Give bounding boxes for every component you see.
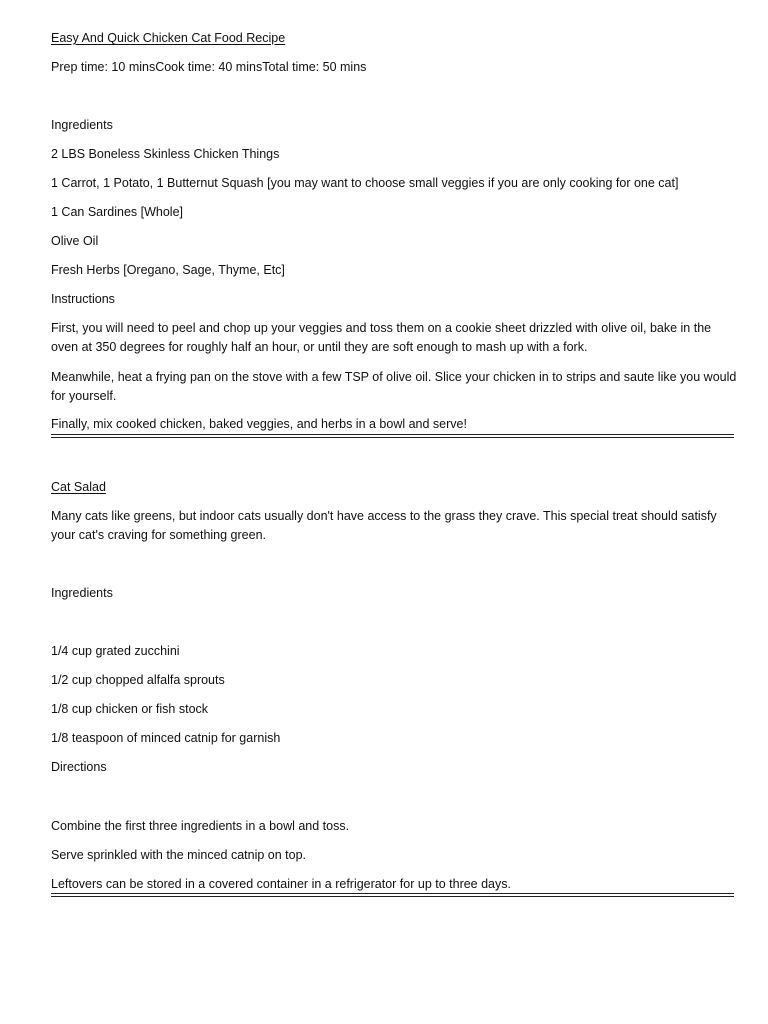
recipe2-ingredients-heading: Ingredients bbox=[51, 586, 113, 600]
recipe1-ingredient: 1 Carrot, 1 Potato, 1 Butternut Squash [you may want to choose small veggies if you are only cooking for one cat] bbox=[51, 176, 679, 190]
recipe2-ingredient: 1/2 cup chopped alfalfa sprouts bbox=[51, 673, 225, 687]
recipe1-ingredient: 2 LBS Boneless Skinless Chicken Things bbox=[51, 147, 280, 161]
recipe2-title: Cat Salad bbox=[51, 480, 106, 494]
recipe1-ingredient: 1 Can Sardines [Whole] bbox=[51, 205, 184, 219]
section-divider-top bbox=[51, 434, 734, 435]
recipe1-ingredient: Olive Oil bbox=[51, 234, 99, 248]
recipe2-directions-heading: Directions bbox=[51, 760, 107, 774]
recipe2-ingredient: 1/4 cup grated zucchini bbox=[51, 644, 180, 658]
recipe1-title: Easy And Quick Chicken Cat Food Recipe bbox=[51, 31, 286, 45]
recipe1-instruction: First, you will need to peel and chop up your veggies and toss them on a cookie sheet drizzled with olive oil, bake in the oven at 350 degrees for roughly half an hour, or until they are soft enough to mash up with a fork. bbox=[51, 321, 712, 354]
recipe1-ingredient: Fresh Herbs [Oregano, Sage, Thyme, Etc] bbox=[51, 263, 285, 277]
recipe1-ingredients-heading: Ingredients bbox=[51, 118, 113, 132]
recipe2-intro: Many cats like greens, but indoor cats usually don't have access to the grass they crave. This special treat should satisfy your cat's craving for something green. bbox=[51, 509, 717, 542]
recipe2-ingredient: 1/8 cup chicken or fish stock bbox=[51, 702, 209, 716]
section-divider-bottom bbox=[51, 896, 734, 897]
recipe1-instructions-heading: Instructions bbox=[51, 292, 115, 306]
section-divider-bottom bbox=[51, 437, 734, 438]
recipe1-instruction: Finally, mix cooked chicken, baked veggies, and herbs in a bowl and serve! bbox=[51, 417, 467, 431]
recipe2-direction: Leftovers can be stored in a covered container in a refrigerator for up to three days. bbox=[51, 877, 511, 891]
recipe1-times: Prep time: 10 minsCook time: 40 minsTotal time: 50 mins bbox=[51, 60, 367, 74]
recipe2-direction: Combine the first three ingredients in a bowl and toss. bbox=[51, 819, 350, 833]
recipe2-direction: Serve sprinkled with the minced catnip on top. bbox=[51, 848, 306, 862]
section-divider-top bbox=[51, 893, 734, 894]
recipe2-ingredient: 1/8 teaspoon of minced catnip for garnish bbox=[51, 731, 281, 745]
recipe1-instruction: Meanwhile, heat a frying pan on the stove with a few TSP of olive oil. Slice your chicken in to strips and saute like you would for yourself. bbox=[51, 370, 737, 403]
